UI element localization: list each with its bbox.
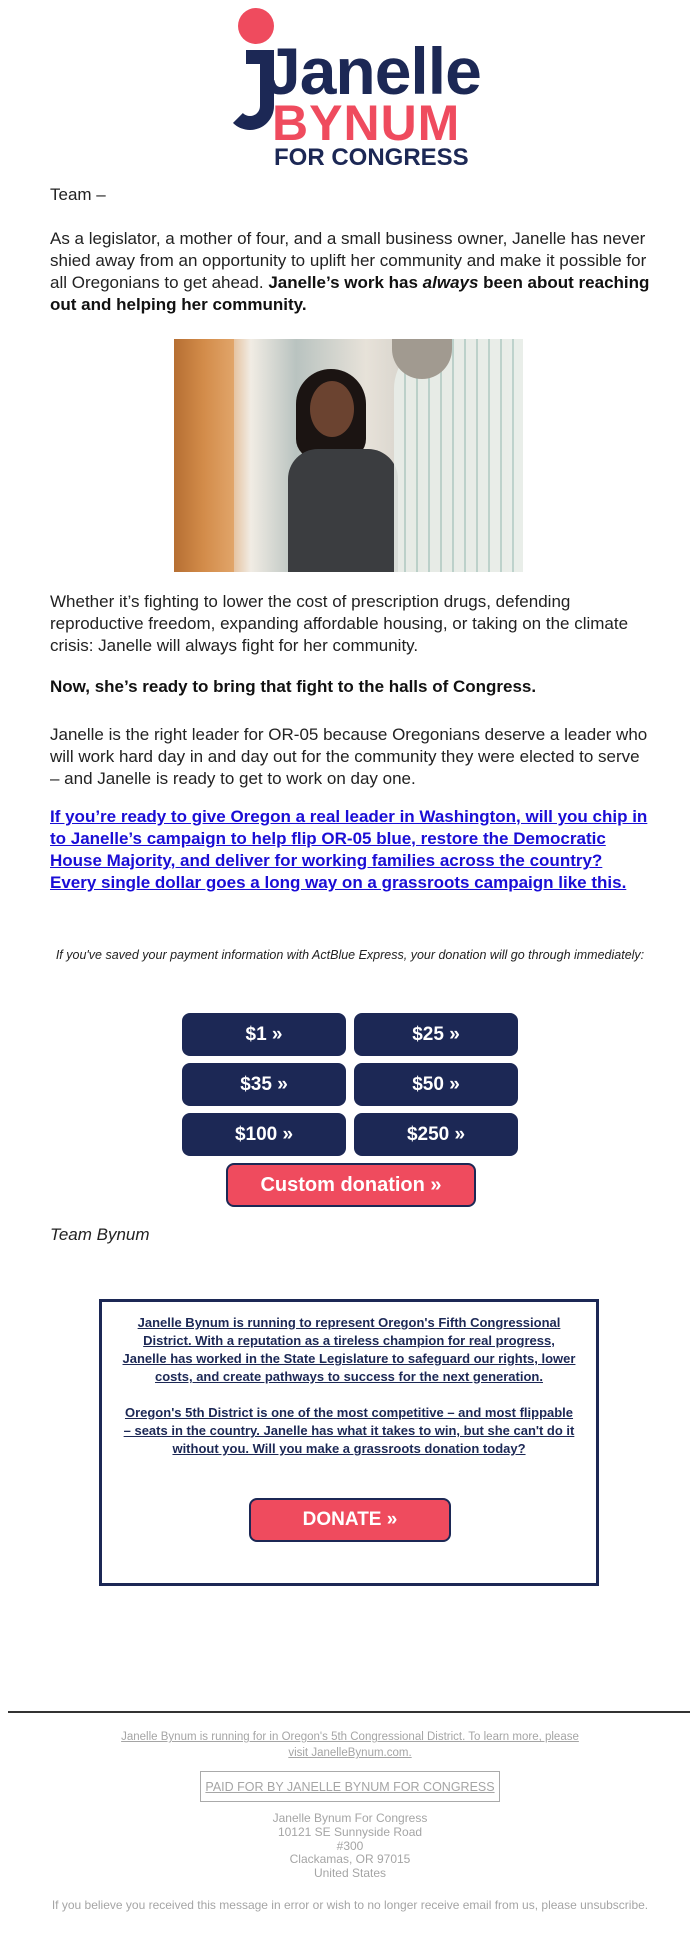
about-text-2[interactable]: Oregon's 5th District is one of the most competitive – and most flippable – seats in the country. Janelle has what it takes to win, but she can't do it without you. Will you make a grassroots donation today? [123, 1405, 575, 1456]
about-text-1[interactable]: Janelle Bynum is running to represent Oregon's Fifth Congressional District. With a reputation as a tireless champion for real progress, Janelle has worked in the State Legislature to safeguard our rights, lower costs, and create pathways to success for the next generation. [122, 1315, 576, 1384]
donate-100-button[interactable]: $100 » [182, 1113, 346, 1156]
address-line: #300 [336, 1838, 364, 1853]
logo-line2: BYNUM [272, 95, 461, 151]
campaign-logo [220, 6, 482, 170]
greeting: Team – [50, 185, 106, 204]
donate-1-button[interactable]: $1 » [182, 1013, 346, 1056]
donate-35-button[interactable]: $35 » [182, 1063, 346, 1106]
intro-paragraph [50, 228, 650, 316]
about-box [99, 1299, 599, 1586]
donate-button[interactable]: DONATE » [249, 1498, 451, 1542]
paid-for-box [200, 1771, 500, 1802]
intro-text: As a legislator, a mother of four, and a small business owner, Janelle has never shied away from an opportunity to uplift her community and make it possible for all Oregonians to get ahead. [50, 229, 647, 292]
donate-50-button[interactable]: $50 » [354, 1063, 518, 1106]
intro-bold-italic: always [422, 273, 479, 292]
address-line: United States [313, 1866, 387, 1881]
address-line: Janelle Bynum For Congress [272, 1811, 428, 1825]
footer-address [0, 1812, 700, 1881]
address-line: Clackamas, OR 97015 [289, 1852, 411, 1867]
donate-cta-link[interactable]: If you’re ready to give Oregon a real leader in Washington, will you chip in to Janelle’s campaign to help flip OR-05 blue, restore the Democratic House Majority, and deliver for working families across the country? Every single dollar goes a long way on a grassroots campaign like this. [50, 807, 648, 892]
logo-line3: FOR CONGRESS [274, 144, 469, 171]
congress-paragraph: Now, she’s ready to bring that fight to the halls of Congress. [50, 677, 537, 696]
donate-25-button[interactable]: $25 » [354, 1013, 518, 1056]
footer-divider [8, 1711, 690, 1713]
unsubscribe-text[interactable]: If you believe you received this message in error or wish to no longer receive email from us, please unsubscribe. [51, 1898, 649, 1912]
leader-paragraph: Janelle is the right leader for OR-05 because Oregonians deserve a leader who will work hard day in and day out for the community they were elected to serve – and Janelle is ready to get to work on day one. [50, 725, 648, 788]
paid-for-text[interactable]: PAID FOR BY JANELLE BYNUM FOR CONGRESS [205, 1779, 495, 1794]
custom-donation-button[interactable]: Custom donation » [226, 1163, 476, 1207]
intro-bold-end: been about reaching out and helping her community. [50, 273, 650, 314]
logo-line1: Janelle [264, 34, 481, 108]
donate-250-button[interactable]: $250 » [354, 1113, 518, 1156]
actblue-note: If you've saved your payment information with ActBlue Express, your donation will go through immediately: [55, 948, 645, 962]
footer-info-link[interactable]: Janelle Bynum is running for in Oregon's 5th Congressional District. To learn more, please visit JanelleBynum.com. [121, 1731, 579, 1759]
issues-paragraph: Whether it’s fighting to lower the cost of prescription drugs, defending reproductive freedom, expanding affordable housing, or taking on the climate crisis: Janelle will always fight for her community. [50, 592, 629, 655]
address-line: 10121 SE Sunnyside Road [277, 1824, 423, 1839]
intro-bold: Janelle’s work has [268, 273, 423, 292]
signoff: Team Bynum [50, 1225, 150, 1244]
candidate-photo [174, 339, 523, 572]
